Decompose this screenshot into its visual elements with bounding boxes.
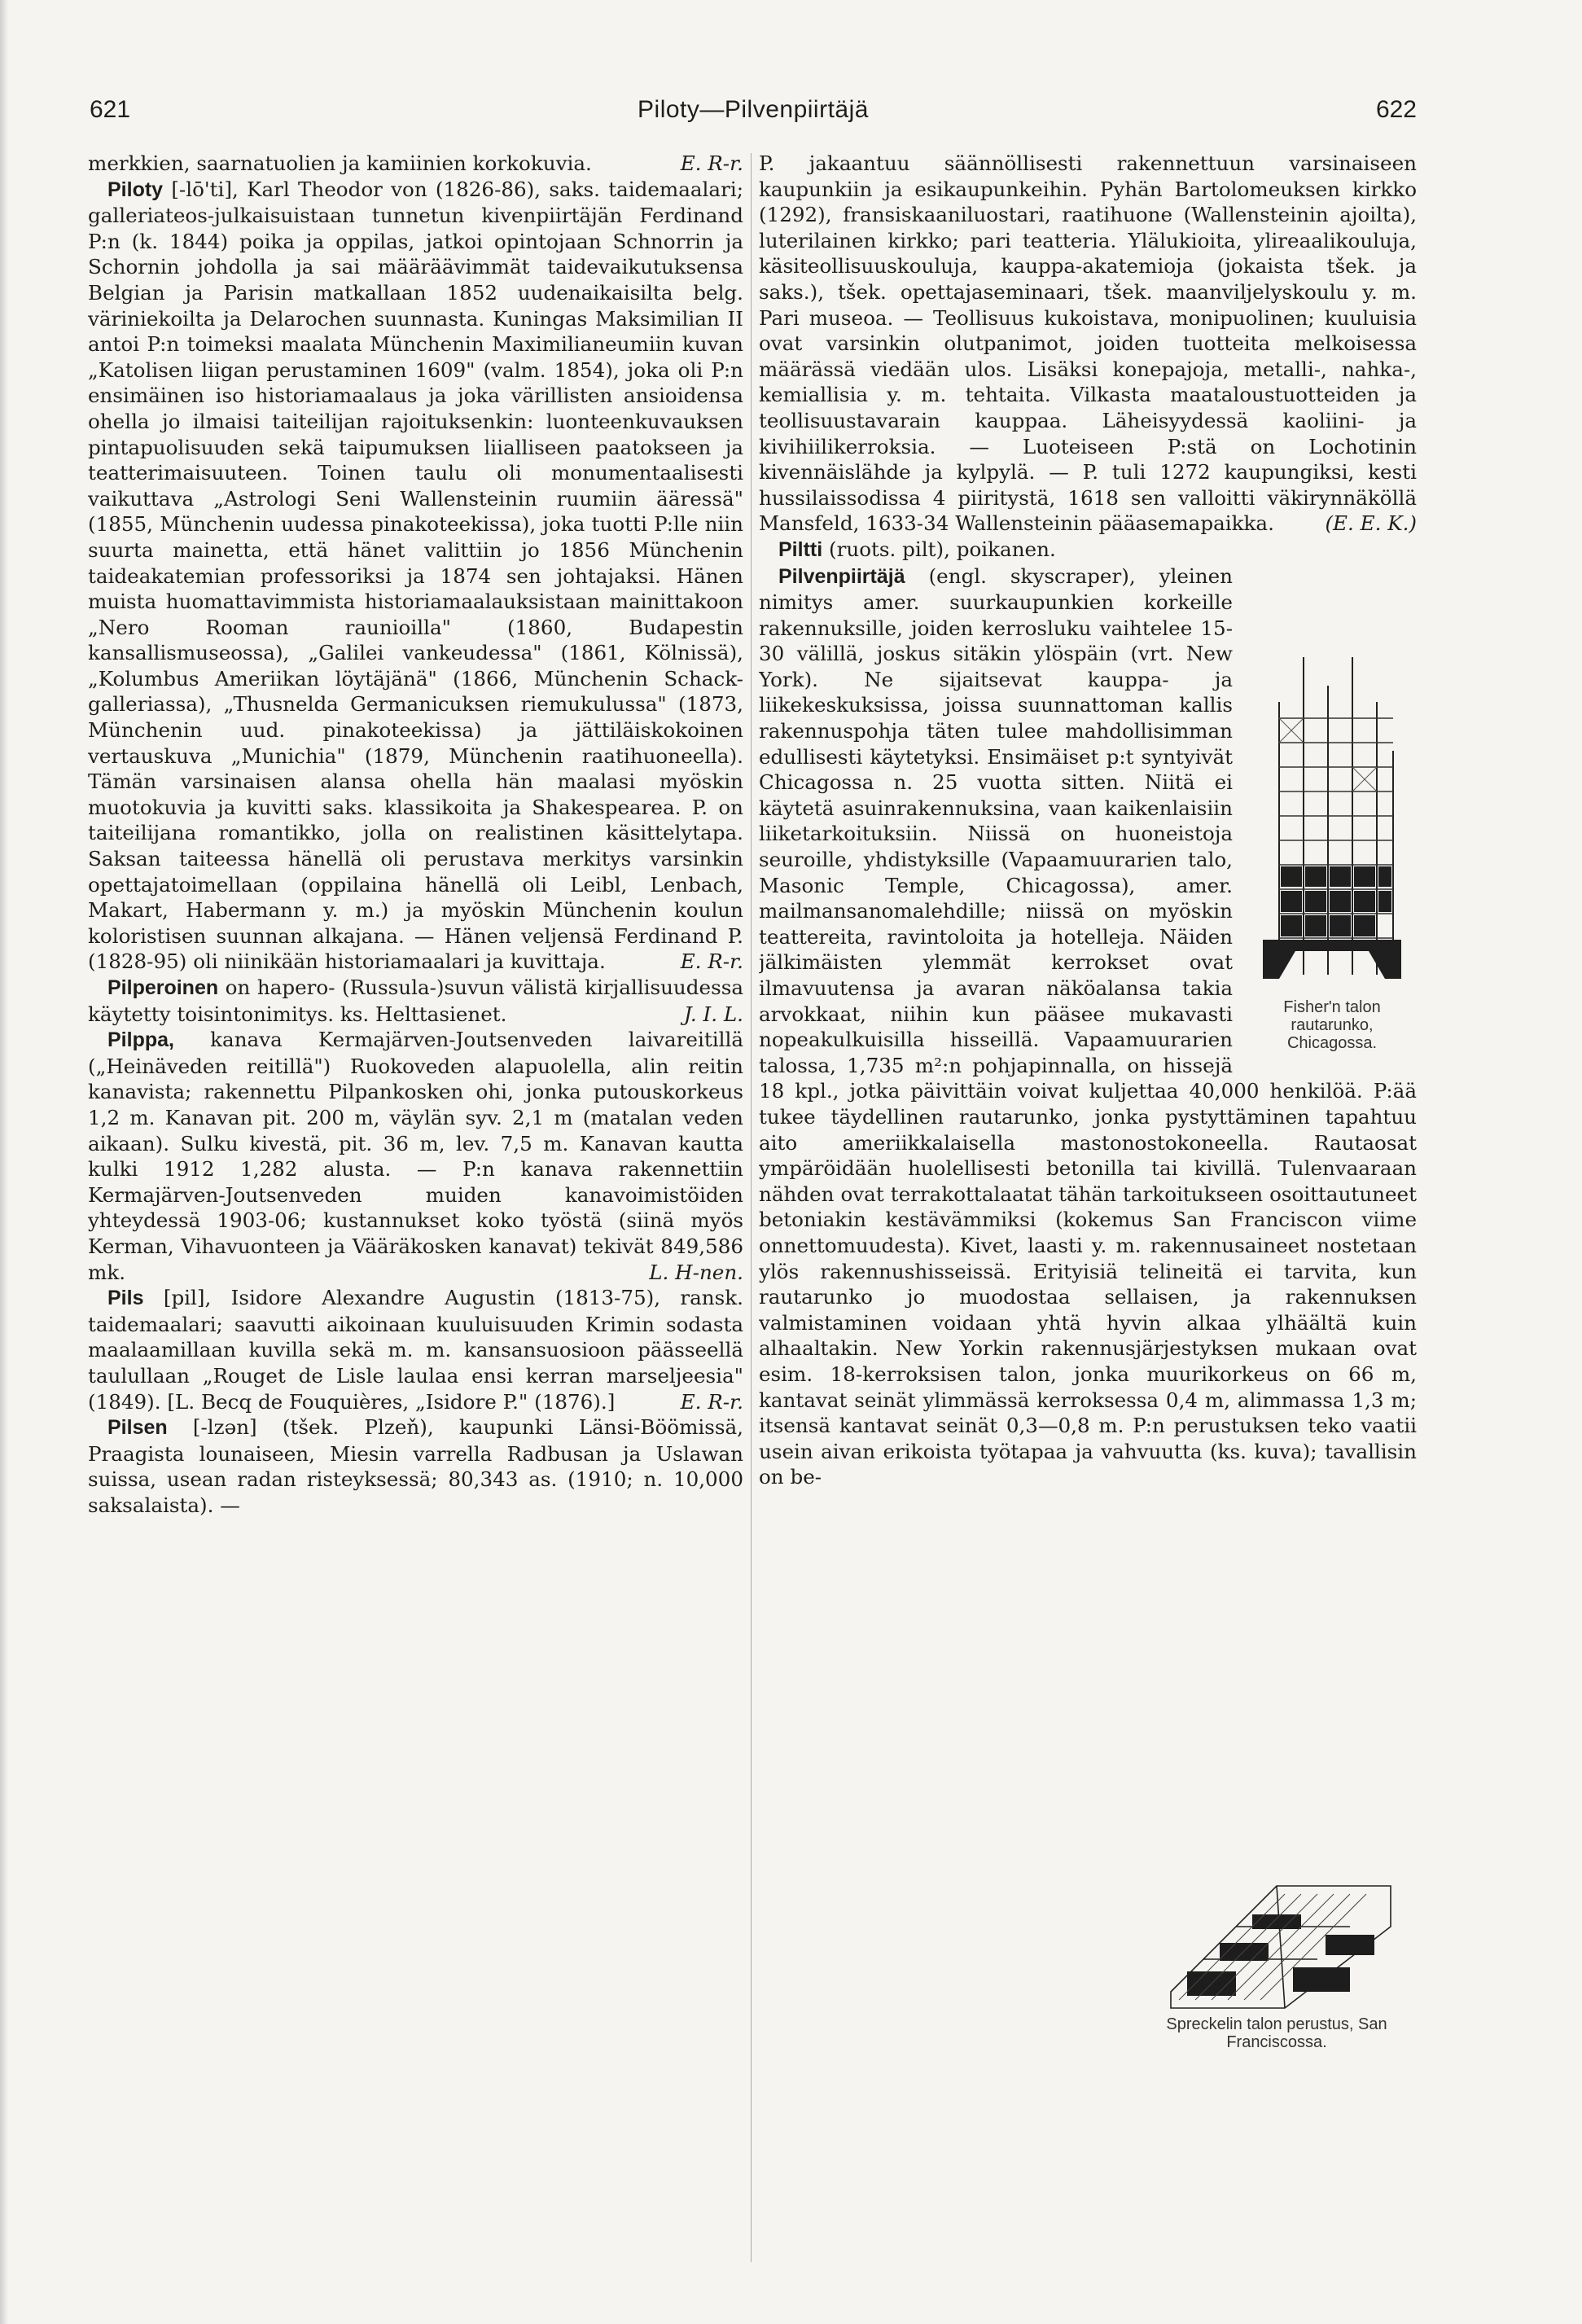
author-signature: E. R-r. xyxy=(680,1389,743,1414)
entry-pilsen xyxy=(88,1414,743,1518)
column-divider xyxy=(751,153,752,2262)
author-signature: E. R-r. xyxy=(680,949,743,974)
entry-piltti xyxy=(759,537,1417,563)
foundation-illustration xyxy=(1155,1870,1399,2012)
entry-piloty xyxy=(88,177,743,975)
author-signature: (E. E. K.) xyxy=(1325,511,1417,536)
figure-caption: Spreckelin talon perustus, San Franciscossa. xyxy=(1166,2015,1387,2051)
entry-text: (engl. skyscraper), yleinen nimitys amer. suurkaupunkien korkeille rakennuksille, joiden kerrosluku vaihtelee 15-30 välillä, joskus sitäkin ylöspäin (vrt. New York). Ne sijaitsevat kauppa- ja liikekeskuksissa, joissa suunnattoman kallis rakennuspohja täten tulee mahdollisimman edullisesti käytetyksi. Ensimäiset p:t syntyivät Chicagossa n. 25 vuotta sitten. Niitä ei käytetä asuinrakennuksina, vaan kaikenlaisiin liiketarkoituksiin. Niissä on huoneistoja seuroille, yhdistyksille (Vapaamuurarien talo, Masonic Temple, Chicagossa), amer. mailmansanomalehdille; niissä on myöskin teattereita, ravintoloita ja hotelleja. Näiden jälkimäisten ylemmät kerrokset ovat ilmavuutensa ja avaran näköalansa takia arvokkaat, niihin kun pääsee mukavasti nopeakulkuisilla hisseillä. Vapaamuurarien talossa, 1,735 m²:n pohjapinnalla, on hissejä 18 kpl., jotka päivittäin voivat kuljettaa 40,000 henkilöä. P:ää tukee täydellinen rautarunko, jonka pystyttäminen tapahtuu aito ameriikkalaisella mastonostokoneella. Rautaosat ympäröidään huolellisesti betonilla tai kivillä. Tulenvaaraan nähden ovat terrakottalaatat tähän tarkoitukseen osoittautuneet betoniakin kestävämmiksi (kokemus San Franciscon viime onnettomuudesta). Kivet, laasti y. m. rakennusaineet nostetaan ylös rakennushisseissä. Erityisiä telineitä ei tarvita, kun rautarunko jo muodostaa sellaisen, ja rakennuksen valmistaminen voidaan yhtä hyvin alkaa ylhäältä kuin alhaaltakin. New Yorkin rakennusjärjestyksen mukaan ovat esim. 18-kerroksisen talon, jonka muurikorkeus on 66 m, kantavat seinät ylimmässä kerroksessa 0,4 m, alimmassa 1,3 m; itsensä kantavat seinät 0,3—0,8 m. P:n perustuksen teko vaatii usein aivan erikoista työtapaa ja vahvuutta (ks. kuva); tavallisin on be- xyxy=(759,563,1417,1489)
headword: Pils xyxy=(107,1287,144,1310)
headword: Pilppa, xyxy=(107,1028,174,1052)
scan-left-margin-shadow xyxy=(0,0,8,2324)
steel-frame-illustration xyxy=(1263,653,1401,995)
entry-text: [pil], Isidore Alexandre Augustin (1813-75), ransk. taidemaalari; saavutti aikoinaan kuuluisuuden Krimin sodasta maalaamillaan kuvilla sekä m. m. kansansuosioon päässeellä taulullaan „Rouget de Lisle laulaa ensi kerran marseljeesia" (1849). [L. Becq de Fouquières, „Isidore P." (1876).] xyxy=(88,1286,743,1414)
entry-continuation xyxy=(88,151,743,177)
author-signature: J. I. L. xyxy=(683,1002,743,1026)
entry-text: (ruots. pilt), poikanen. xyxy=(829,537,1056,561)
page-number-right: 622 xyxy=(1375,96,1417,123)
figure-caption: Fisher'n talon rautarunko, Chicagossa. xyxy=(1283,998,1381,1052)
page-number-left: 621 xyxy=(90,96,131,123)
entry-text: on hapero- (Russula-)suvun välistä kirjallisuudessa käytetty toisintonimitys. ks. Helttasienet. xyxy=(88,976,743,1026)
figure-spreckel-foundation xyxy=(1138,1870,1415,2051)
entry-text: [-lzən] (tšek. Plzeň), kaupunki Länsi-Böömissä, Praagista lounaiseen, Miesin varrella Radbusan ja Uslawan suissa, usean radan risteyksessä; 80,343 as. (1910; n. 10,000 saksalaista). — xyxy=(88,1415,743,1517)
running-title: Piloty—Pilvenpiirtäjä xyxy=(638,96,869,123)
entry-continuation xyxy=(759,151,1417,537)
entry-text: [-lō'ti], Karl Theodor von (1826-86), saks. taidemaalari; galleriateos-julkaisuistaan tunnetun kivenpiirtäjän Ferdinand P:n (k. 1844) poika ja oppilas, jatkoi opintojaan Schnorrin ja Schornin johdolla ja sai määräävimmät taidevaikutuksensa Belgian ja Parisin matkallaan 1852 uudenaikaisilta belg. väriniekoilta ja Delarochen suunnasta. Kuningas Maksimilian II antoi P:n toimeksi maalata Münchenin Maximilianeumiin kuvan „Katolisen liigan perustaminen 1609" (valm. 1854), joka oli P:n ensimäinen iso historiamaalaus ja joka värillisten ansioidensa ohella jo ilmaisi taiteilijan rajoituksenkin: luonteenkuvauksen pintapuolisuuden sekä taipumuksen liialliseen paatokseen ja teatterimaisuuteen. Toinen taulu oli monumentaalisesti vaikuttava „Astrologi Seni Wallensteinin ruumiin ääressä" (1855, Münchenin uudessa pinakoteekissa), joka tuotti P:lle niin suurta mainetta, että hänet valittiin jo 1856 Münchenin taideakatemian professoriksi ja 1874 sen johtajaksi. Hänen muista huomattavimmista historiamaalauksistaan mainittakoon „Nero Rooman raunioilla" (1860, Budapestin kansallismuseossa), „Galilei vankeudessa" (1861, Kölnissä), „Kolumbus Ameriikan löytäjänä" (1866, Münchenin Schack-galleriassa), „Thusnelda Germanicuksen riemukulussa" (1873, Münchenin uud. pinakoteekissa) ja jättiläiskokoinen vertauskuva „Munichia" (1879, Münchenin raatihuoneella). Tämän varsinaisen alansa ohella hän maalasi myöskin muotokuvia ja kuvitti saks. klassikoita ja Shakespearea. P. on taiteilijana romantikko, jolla on realistinen käsittelytapa. Saksan taiteessa hänellä oli perustava merkitys varsinkin opettajatoimellaan (oppilaina hänellä oli Leibl, Lenbach, Makart, Habermann y. m.) ja myöskin Münchenin koulun koloristisen suunnan alkajana. — Hänen veljensä Ferdinand P. (1828-95) oli niinikään historiamaalari ja kuvittaja. xyxy=(88,177,743,974)
left-column xyxy=(88,151,743,2284)
headword: Pilvenpiirtäjä xyxy=(778,564,905,588)
headword: Piloty xyxy=(107,178,164,201)
figure-fisher-building xyxy=(1247,653,1417,1052)
entry-pilperoinen xyxy=(88,975,743,1027)
entry-text: merkkien, saarnatuolien ja kamiinien korkokuvia. xyxy=(88,151,592,175)
author-signature: E. R-r. xyxy=(680,151,743,175)
author-signature: L. H-nen. xyxy=(649,1260,743,1284)
page-header xyxy=(90,96,1417,137)
entry-text: P. jakaantuu säännöllisesti rakennettuun varsinaiseen kaupunkiin ja esikaupunkeihin. Pyhän Bartolomeuksen kirkko (1292), fransiskaaniluostari, raatihuone (Wallensteinin ajoilta), luterilainen kirkko; pari teatteria. Ylälukioita, ylireaalikouluja, käsiteollisuuskouluja, kauppa-akatemioja (jokaista tšek. ja saks.), tšek. opettajaseminaari, tšek. maanviljelyskoulu y. m. Pari museoa. — Teollisuus kukoistava, monipuolinen; kuuluisia ovat varsinkin olutpanimot, joiden tuotteita melkoisessa määrässä viedään ulos. Lisäksi konepajoja, metalli-, nahka-, kemiallisia y. m. tehtaita. Vilkasta maataloustuotteiden ja teollisuustavarain kauppaa. Läheisyydessä kaoliini- ja kivihiilikerroksia. — Luoteiseen P:stä on Lochotinin kivennäislähde ja kylpylä. — P. tuli 1272 kaupungiksi, kesti hussilaissodissa 4 piiritystä, 1618 sen valloitti väkirynnäköllä Mansfeld, 1633-34 Wallensteinin pääasemapaikka. xyxy=(759,151,1417,536)
headword: Pilsen xyxy=(107,1416,168,1440)
entry-text: kanava Kermajärven-Joutsenveden laivareitillä („Heinäveden reitillä") Ruokoveden alapuolella, alin reitin kanavista; rakennettu Pilpankosken ohi, jonka putouskorkeus 1,2 m. Kanavan pit. 200 m, väylän syv. 2,1 m (matalan veden aikaan). Sulku kivestä, pit. 36 m, lev. 7,5 m. Kanavan kautta kulki 1912 1,282 alusta. — P:n kanava rakennettiin Kermajärven-Joutsenveden muiden kanavoimistöiden yhteydessä 1903-06; kustannukset koko työstä (siinä myös Kerman, Vihavuonteen ja Vääräkosken kanavat) tekivät 849,586 mk. xyxy=(88,1028,743,1284)
entry-pilppa xyxy=(88,1027,743,1285)
headword: Piltti xyxy=(778,537,823,561)
headword: Pilperoinen xyxy=(107,976,219,999)
entry-pils xyxy=(88,1285,743,1414)
